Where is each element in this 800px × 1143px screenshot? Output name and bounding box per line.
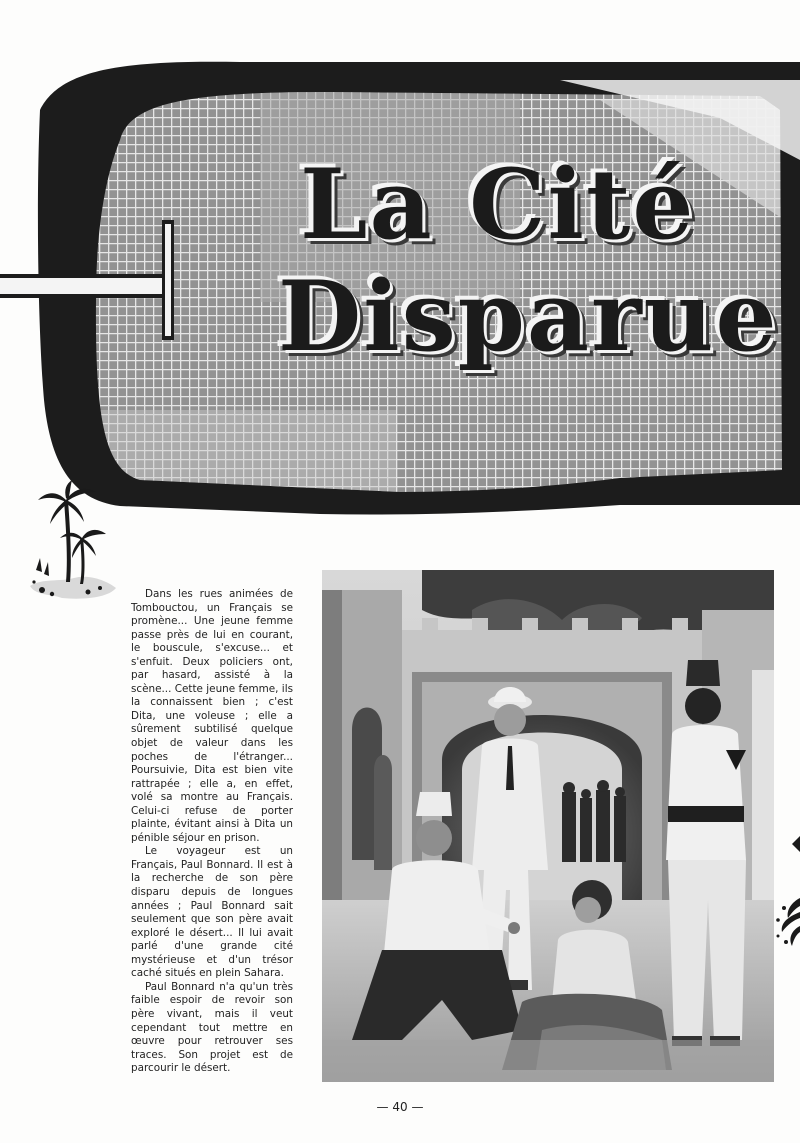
palm-tree-icon <box>22 478 122 603</box>
film-still-photo <box>322 570 774 1082</box>
article-paragraph-3: Paul Bonnard n'a qu'un très faible espoir de revoir son père vivant, mais il veut cependant tout mettre en œuvre pour retrouver ses traces. Son projet est de parcourir le désert. <box>131 980 293 1075</box>
article-paragraph-2: Le voyageur est un Français, Paul Bonnard. Il est à la recherche de son père disparu depuis de longues années ; Paul Bonnard sait seulement que son père avait exploré le désert... Il lui avait parlé d'une grande cité mystérieuse et d'un trésor caché situés en plein Sahara. <box>131 845 293 980</box>
article-paragraph-1: Dans les rues animées de Tombouctou, un Français se promène... Une jeune femme passe près de lui en courant, le bouscule, s'excuse... et s'enfuit. Deux policiers ont, par hasard, assisté à la scène... Cette jeune femme, ils la connaissent bien ; c'est Dita, une voleuse ; elle a sûrement subtilisé quelque objet de valeur dans les poches de l'étranger... Poursuivie, Dita est bien vite rattrapée ; elle a, en effet, volé sa montre au Français. Celui-ci refuse de porter plainte, évitant ainsi à Dita un pénible séjour en prison. <box>131 588 293 844</box>
title-line-1: La Cité <box>300 148 696 261</box>
title-line-2: Disparue <box>278 260 779 373</box>
article-body <box>131 588 293 1076</box>
shrub-icon <box>774 888 800 950</box>
page-number: — 40 — <box>376 1100 424 1114</box>
ink-mark-icon <box>784 832 800 856</box>
